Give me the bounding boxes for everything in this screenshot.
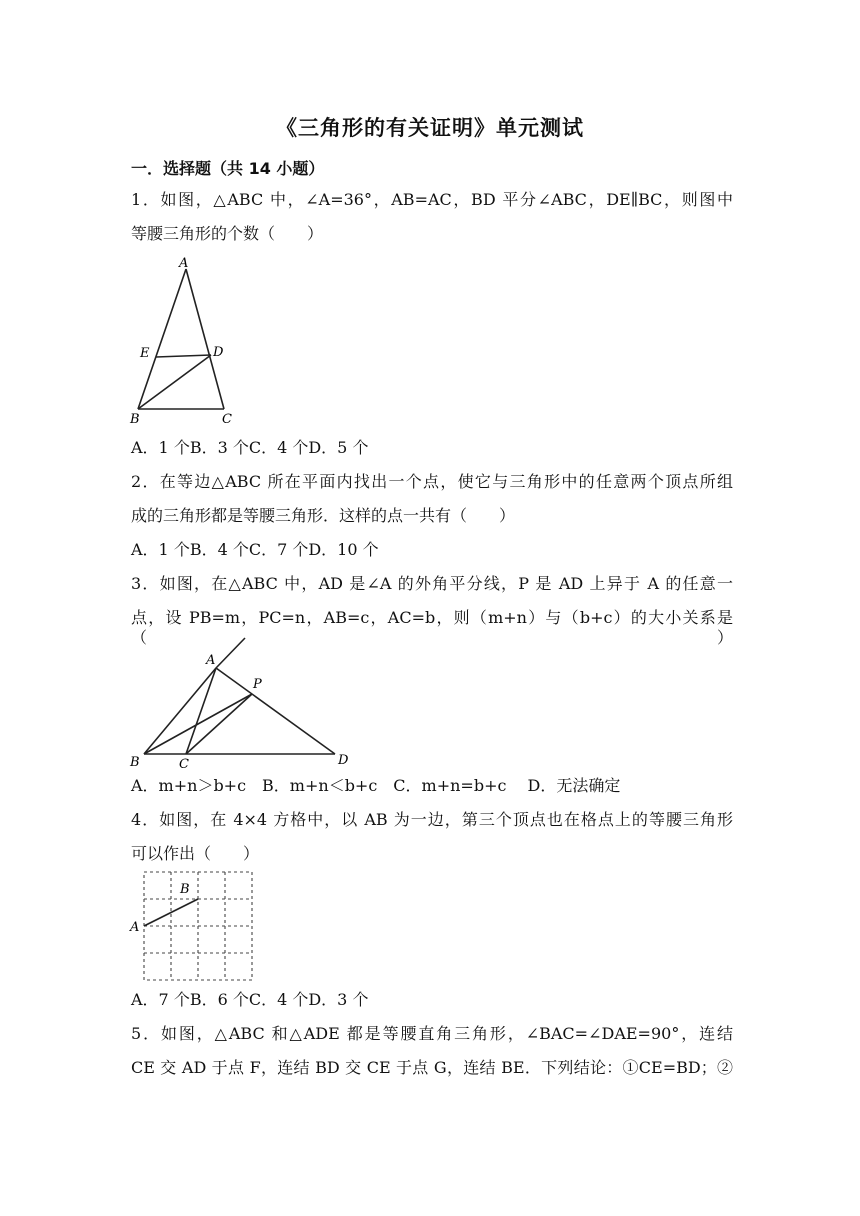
q3-segment-ab <box>144 668 216 754</box>
q4-label-a: A <box>130 920 140 935</box>
q1-label-b: B <box>130 412 140 427</box>
q3-label-b: B <box>130 755 140 770</box>
q1-segment-ed <box>156 355 211 357</box>
q4-figure <box>128 868 258 984</box>
q4-label-b: B <box>180 882 190 897</box>
q1-label-c: C <box>222 412 232 427</box>
q3-label-a: A <box>206 653 216 668</box>
q1-text-line2: 等腰三角形的个数（ ） <box>131 224 324 243</box>
q2-text-line1: 2．在等边△ABC 所在平面内找出一个点，使它与三角形中的任意两个顶点所组 <box>131 472 733 491</box>
q2-text-line2: 成的三角形都是等腰三角形．这样的点一共有（ ） <box>131 506 516 525</box>
q1-label-d: D <box>213 345 224 360</box>
q1-segment-bd <box>138 355 211 409</box>
q3-text-line2: 点，设 PB=m，PC=n，AB=c，AC=b，则（m+n）与（b+c）的大小关系是（ ） <box>131 608 733 647</box>
q1-options: A．1 个B．3 个C．4 个D．5 个 <box>131 438 369 457</box>
q1-label-a: A <box>179 256 189 271</box>
q3-segment-pb <box>144 694 252 754</box>
q3-label-d: D <box>338 753 349 768</box>
q3-options: A．m+n＞b+c B．m+n＜b+c C．m+n=b+c D．无法确定 <box>131 776 621 795</box>
q1-text-line1: 1．如图，△ABC 中，∠A=36°，AB=AC，BD 平分∠ABC，DE∥BC，则图中 <box>131 190 733 209</box>
q5-text-line1: 5．如图，△ABC 和△ADE 都是等腰直角三角形，∠BAC=∠DAE=90°，连结 <box>131 1024 733 1043</box>
q4-text-line2: 可以作出（ ） <box>131 844 260 863</box>
q3-segment-extension <box>216 638 245 668</box>
q4-text-line1: 4．如图，在 4×4 方格中，以 AB 为一边，第三个顶点也在格点上的等腰三角形 <box>131 810 733 829</box>
page-title: 《三角形的有关证明》单元测试 <box>276 116 584 140</box>
section-heading: 一．选择题（共 14 小题） <box>131 159 325 178</box>
q3-figure <box>128 636 353 770</box>
q4-options: A．7 个B．6 个C．4 个D．3 个 <box>131 990 369 1009</box>
q5-text-line2: CE 交 AD 于点 F，连结 BD 交 CE 于点 G，连结 BE．下列结论：①CE=BD；② <box>131 1058 733 1077</box>
q4-grid <box>144 872 252 980</box>
q2-options: A．1 个B．4 个C．7 个D．10 个 <box>131 540 379 559</box>
q1-figure <box>128 255 238 427</box>
q1-segment-ac <box>186 269 224 409</box>
q3-text-line1: 3．如图，在△ABC 中，AD 是∠A 的外角平分线，P 是 AD 上异于 A 的任意一 <box>131 574 733 593</box>
q3-label-p: P <box>253 677 262 692</box>
q1-label-e: E <box>140 346 150 361</box>
q1-segment-ab <box>138 269 186 409</box>
q3-label-c: C <box>179 757 189 772</box>
